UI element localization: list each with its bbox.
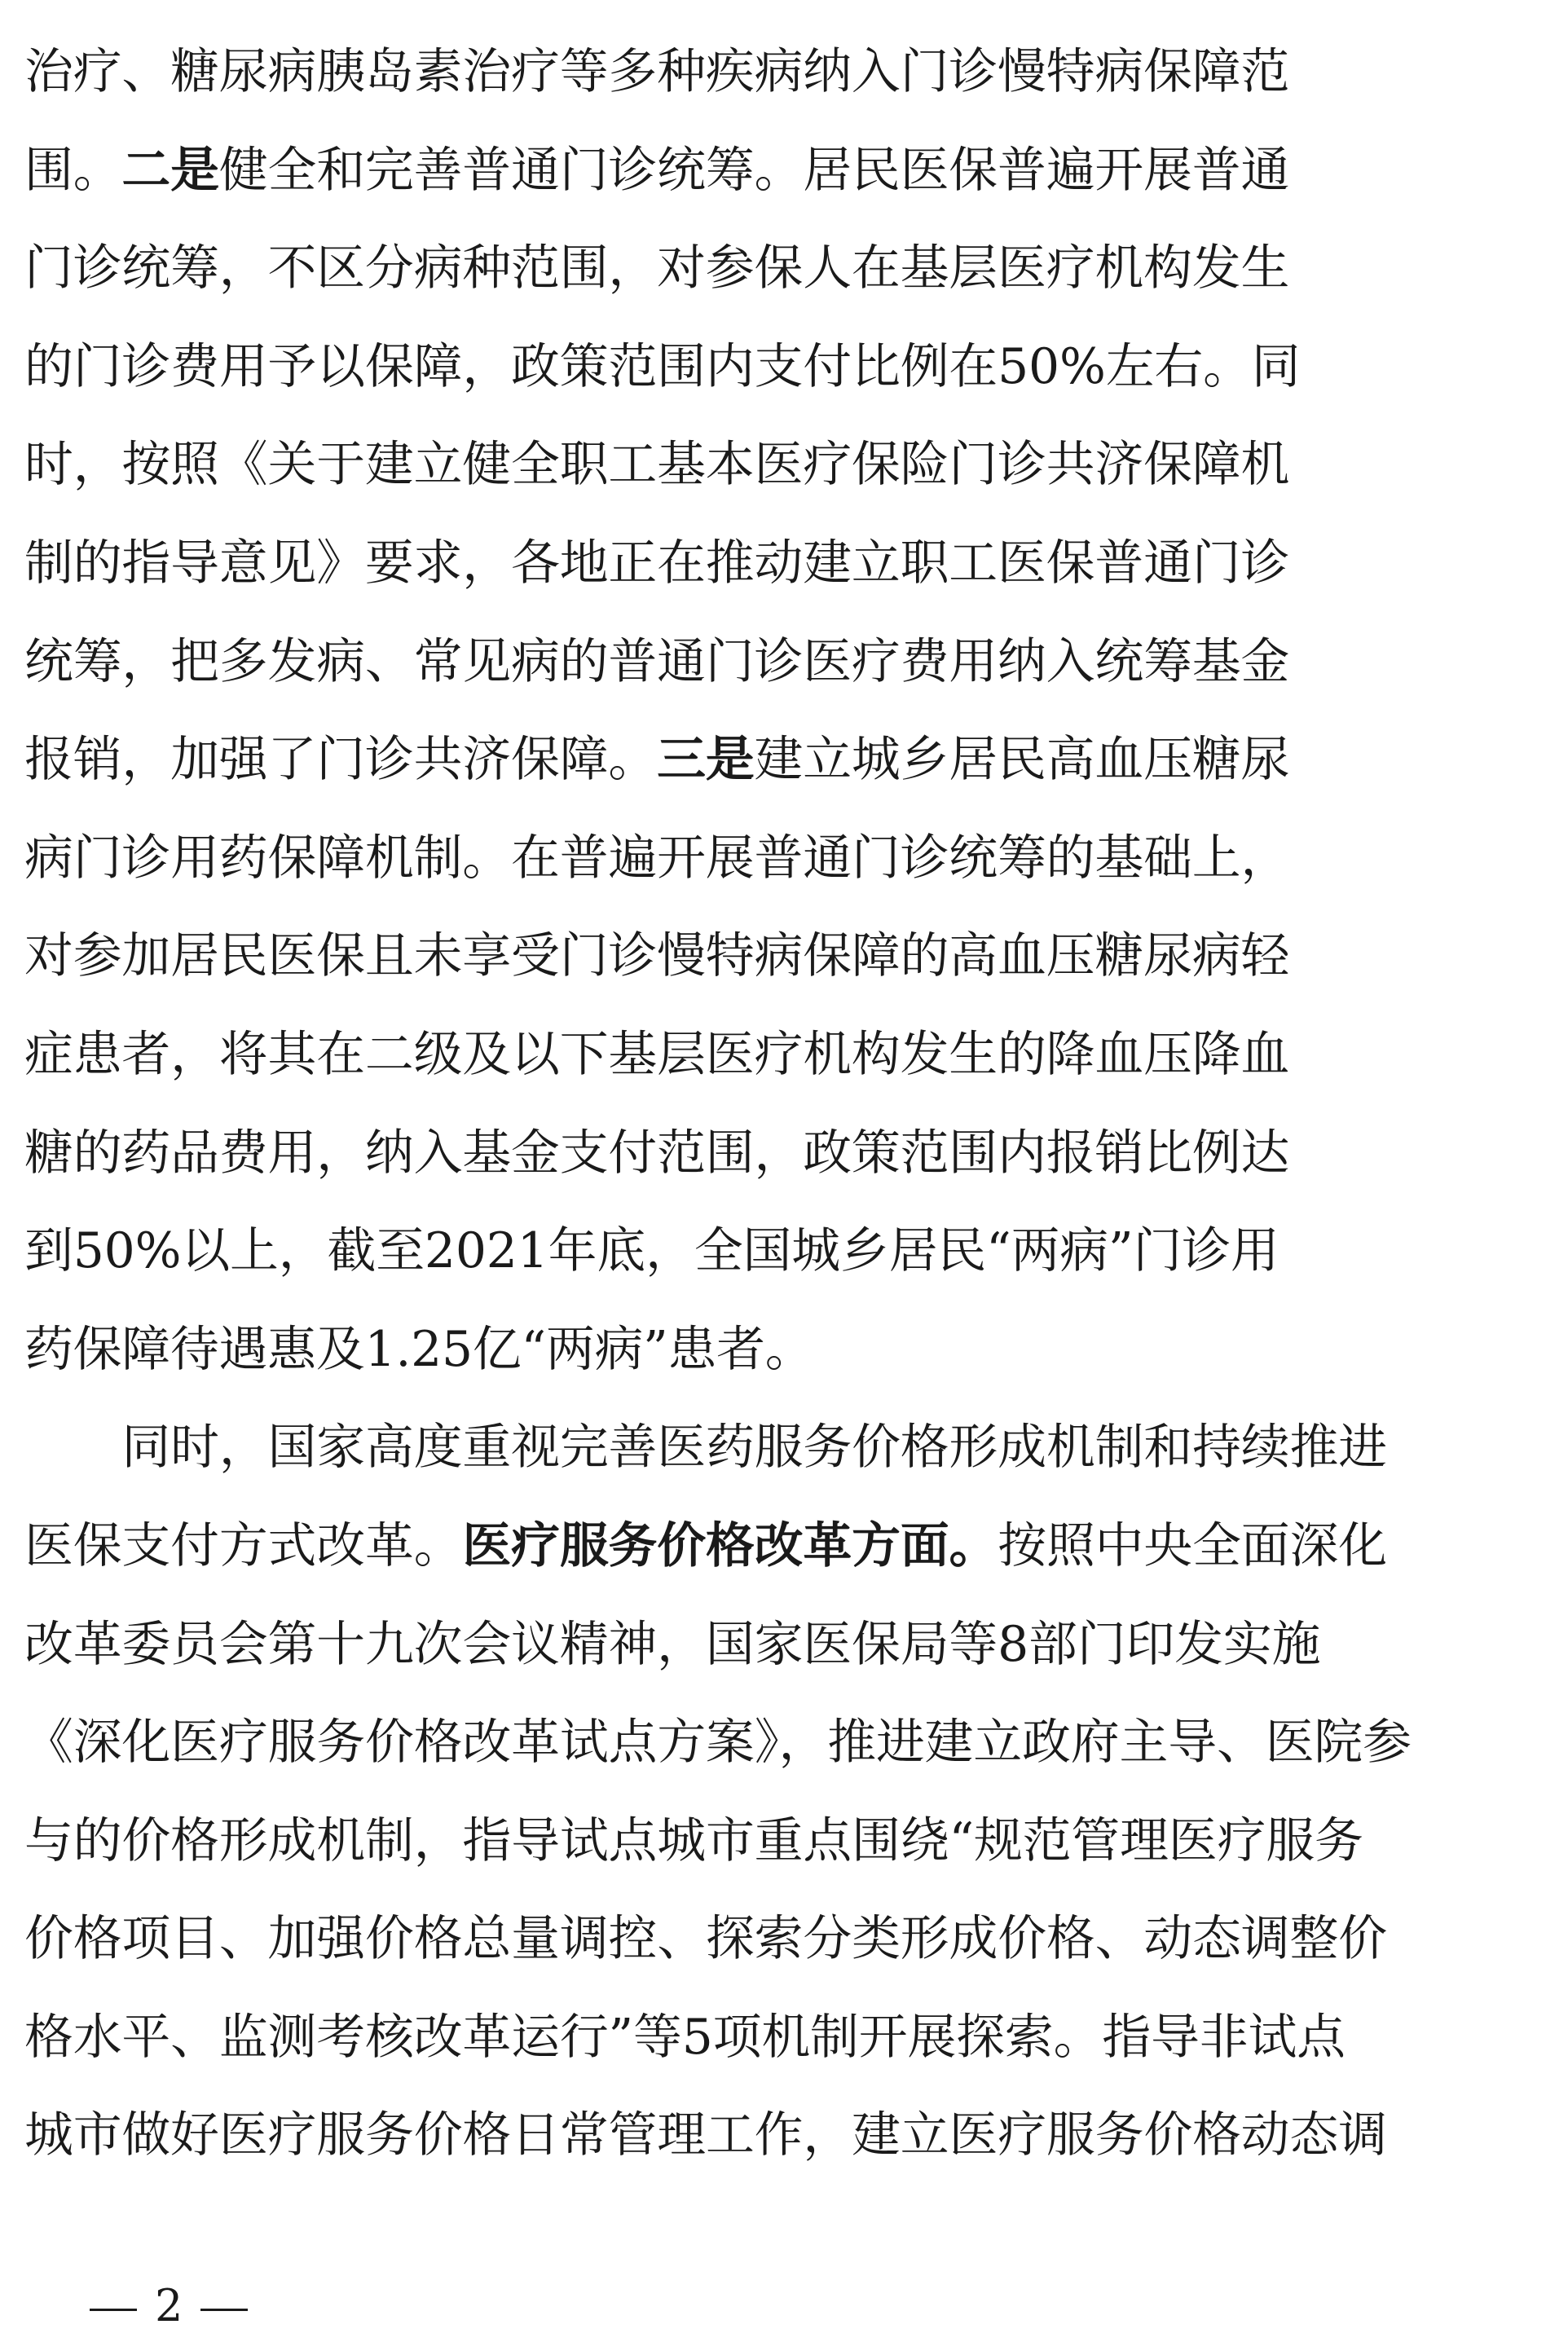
text-line — [24, 514, 1548, 613]
bold-text-segment: 二是 — [121, 141, 219, 199]
text-line — [24, 219, 1548, 318]
text-line — [24, 1890, 1548, 1988]
bold-text-segment: 三是 — [657, 731, 755, 789]
page-footer — [72, 2282, 266, 2331]
text-segment: 症患者，将其在二级及以下基层医疗机构发生的降血压降血 — [24, 1025, 1290, 1083]
text-line — [24, 23, 1548, 121]
text-line — [24, 1596, 1548, 1694]
text-segment: 建立城乡居民高血压糖尿 — [754, 731, 1290, 789]
text-segment: 对参加居民医保且未享受门诊慢特病保障的高血压糖尿病轻 — [24, 927, 1290, 985]
text-segment: 城市做好医疗服务价格日常管理工作，建立医疗服务价格动态调 — [24, 2106, 1387, 2164]
text-segment: 糖的药品费用，纳入基金支付范围，政策范围内报销比例达 — [24, 1124, 1290, 1182]
text-line — [24, 2086, 1548, 2185]
bold-text-segment: 医疗服务价格改革方面。 — [462, 1517, 998, 1574]
text-segment: 格水平、监测考核改革运行”等5项机制开展探索。指导非试点 — [24, 2008, 1346, 2066]
text-line — [24, 1398, 1548, 1497]
text-line — [24, 1497, 1548, 1596]
text-segment: 医保支付方式改革。 — [24, 1517, 463, 1574]
text-line — [24, 1301, 1548, 1399]
text-segment: 健全和完善普通门诊统筹。居民医保普遍开展普通 — [218, 141, 1290, 199]
text-segment: 改革委员会第十九次会议精神，国家医保局等8部门印发实施 — [24, 1615, 1321, 1673]
text-segment: 的门诊费用予以保障，政策范围内支付比例在50%左右。同 — [24, 337, 1301, 395]
text-segment: 到50%以上，截至2021年底，全国城乡居民“两病”门诊用 — [24, 1222, 1280, 1280]
text-line — [24, 1988, 1548, 2087]
text-line — [24, 809, 1548, 908]
text-segment: 报销，加强了门诊共济保障。 — [24, 731, 658, 789]
text-line — [24, 1792, 1548, 1891]
text-segment: 与的价格形成机制，指导试点城市重点围绕“规范管理医疗服务 — [24, 1812, 1363, 1869]
text-line — [24, 1104, 1548, 1203]
text-segment: 药保障待遇惠及1.25亿“两病”患者。 — [24, 1320, 814, 1378]
text-segment: 病门诊用药保障机制。在普遍开展普通门诊统筹的基础上， — [24, 829, 1290, 887]
text-line — [24, 1693, 1548, 1792]
text-line — [24, 121, 1548, 220]
text-segment: 统筹，把多发病、常见病的普通门诊医疗费用纳入统筹基金 — [24, 632, 1290, 690]
footer-dash-right — [200, 2309, 248, 2311]
text-segment: 按照中央全面深化 — [998, 1517, 1387, 1574]
text-line — [24, 613, 1548, 711]
text-line — [24, 1202, 1548, 1301]
text-segment: 围。 — [24, 141, 122, 199]
text-segment: 时，按照《关于建立健全职工基本医疗保险门诊共济保障机 — [24, 436, 1290, 494]
text-segment: 同时，国家高度重视完善医药服务价格形成机制和持续推进 — [24, 1419, 1387, 1477]
footer-dash-left — [90, 2309, 137, 2311]
document-body — [24, 23, 1548, 2185]
page-number: 2 — [155, 2280, 183, 2331]
text-segment: 治疗、糖尿病胰岛素治疗等多种疾病纳入门诊慢特病保障范 — [24, 43, 1290, 100]
text-segment: 价格项目、加强价格总量调控、探索分类形成价格、动态调整价 — [24, 1910, 1387, 1968]
text-line — [24, 907, 1548, 1006]
text-segment: 制的指导意见》要求，各地正在推动建立职工医保普通门诊 — [24, 534, 1290, 592]
text-segment: 《深化医疗服务价格改革试点方案》，推进建立政府主导、医院参 — [24, 1714, 1412, 1772]
text-line — [24, 416, 1548, 514]
text-line — [24, 318, 1548, 416]
text-segment: 门诊统筹，不区分病种范围，对参保人在基层医疗机构发生 — [24, 240, 1290, 297]
text-line — [24, 711, 1548, 809]
text-line — [24, 1006, 1548, 1104]
